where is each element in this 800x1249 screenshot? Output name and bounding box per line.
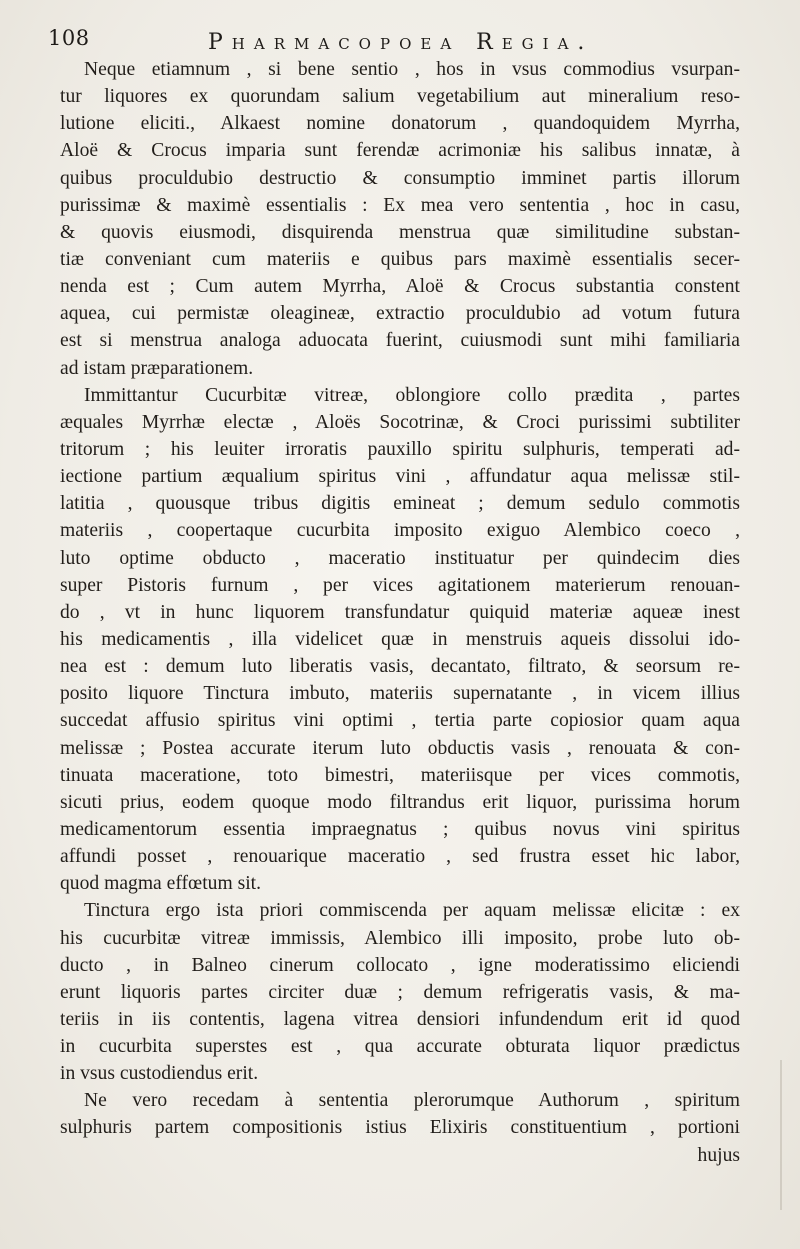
paragraph-4	[60, 1087, 740, 1141]
text-line: tur liquores ex quorundam salium vegetabilium aut mineralium reso-	[60, 86, 740, 108]
text-line: iectione partium æqualium spiritus vini , affundatur aqua melissæ stil-	[60, 466, 740, 488]
text-line: nea est : demum luto liberatis vasis, decantato, filtrato, & seorsum re-	[60, 656, 740, 678]
text-line: sicuti prius, eodem quoque modo filtrandus erit liquor, purissima horum	[60, 791, 740, 813]
text-line: purissimæ & maximè essentialis : Ex mea vero sententia , hoc in casu,	[60, 194, 740, 216]
text-line: quibus proculdubio destructio & consumptio imminet partis illorum	[60, 167, 740, 189]
text-line: ad istam præparationem.	[60, 357, 254, 379]
text-line: latitia , quousque tribus digitis emineat ; demum sedulo commotis	[60, 493, 740, 515]
paragraph-1	[60, 56, 740, 382]
text-line: Aloë & Crocus imparia sunt ferendæ acrimoniæ his salibus innatæ, à	[60, 140, 740, 162]
text-line: do , vt in hunc liquorem transfundatur quiquid materiæ aqueæ inest	[60, 601, 740, 623]
text-line: medicamentorum essentia impraegnatus ; quibus novus vini spiritus	[60, 818, 740, 840]
page-number: 108	[48, 26, 90, 50]
text-line: his cucurbitæ vitreæ immissis, Alembico illi imposito, probe luto ob-	[60, 927, 740, 949]
text-line: est si menstrua analoga aduocata fuerint, cuiusmodi sunt mihi familiaria	[60, 330, 740, 352]
text-line: æquales Myrrhæ electæ , Aloës Socotrinæ, & Croci purissimi subtiliter	[60, 411, 740, 433]
running-head: Pharmacopoea Regia.	[208, 30, 594, 55]
text-line: lutione eliciti., Alkaest nomine donatorum , quandoquidem Myrrha,	[60, 113, 740, 135]
page-edge-shadow	[780, 1060, 782, 1210]
text-line: his medicamentis , illa videlicet quæ in menstruis aqueis dissolui ido-	[60, 628, 740, 650]
text-line: in cucurbita superstes est , qua accurate obturata liquor prædictus	[60, 1036, 740, 1058]
text-line: Ne vero recedam à sententia plerorumque Authorum , spiritum	[84, 1090, 740, 1112]
paragraph-2	[60, 382, 740, 898]
body-text	[60, 56, 740, 1169]
text-line: tritorum ; his leuiter irroratis pauxillo spiritu sulphuris, temperati ad-	[60, 438, 740, 460]
text-line: succedat affusio spiritus vini optimi , tertia parte copiosior quam aqua	[60, 710, 740, 732]
text-line: materiis , coopertaque cucurbita imposito exiguo Alembico coeco ,	[60, 520, 740, 542]
paragraph-3	[60, 897, 740, 1087]
text-line: teriis in iis contentis, lagena vitrea densiori infundendum erit id quod	[60, 1008, 740, 1030]
text-line: sulphuris partem compositionis istius Elixiris constituentium , portioni	[60, 1117, 740, 1139]
text-line: Neque etiamnum , si bene sentio , hos in vsus commodius vsurpan-	[84, 59, 740, 80]
text-line: & quovis eiusmodi, disquirenda menstrua quæ similitudine substan-	[60, 221, 740, 243]
text-line: affundi posset , renouarique maceratio , sed frustra esset hic labor,	[60, 846, 740, 868]
catchword: hujus	[697, 1144, 740, 1166]
text-line: ducto , in Balneo cinerum collocato , igne moderatissimo eliciendi	[60, 954, 740, 976]
text-line: quod magma effœtum sit.	[60, 873, 261, 895]
text-line: in vsus custodiendus erit.	[60, 1063, 259, 1085]
text-line: nenda est ; Cum autem Myrrha, Aloë & Crocus substantia constent	[60, 276, 740, 298]
text-line: melissæ ; Postea accurate iterum luto obductis vasis , renouata & con-	[60, 737, 740, 759]
text-line: erunt liquoris partes circiter duæ ; demum refrigeratis vasis, & ma-	[60, 981, 740, 1003]
text-line: luto optime obducto , maceratio instituatur per quindecim dies	[60, 547, 740, 569]
text-line: tiæ conveniant cum materiis e quibus pars maximè essentialis secer-	[60, 248, 740, 270]
text-line: super Pistoris furnum , per vices agitationem materierum renouan-	[60, 574, 740, 596]
text-line: Tinctura ergo ista priori commiscenda per aquam melissæ elicitæ : ex	[84, 900, 740, 922]
text-line: tinuata maceratione, toto bimestri, materiisque per vices commotis,	[60, 764, 740, 786]
text-line: aquea, cui permistæ oleagineæ, extractio proculdubio ad votum futura	[60, 303, 740, 325]
text-line: Immittantur Cucurbitæ vitreæ, oblongiore collo prædita , partes	[84, 384, 740, 406]
text-line: posito liquore Tinctura imbuto, materiis supernatante , in vicem illius	[60, 683, 740, 705]
